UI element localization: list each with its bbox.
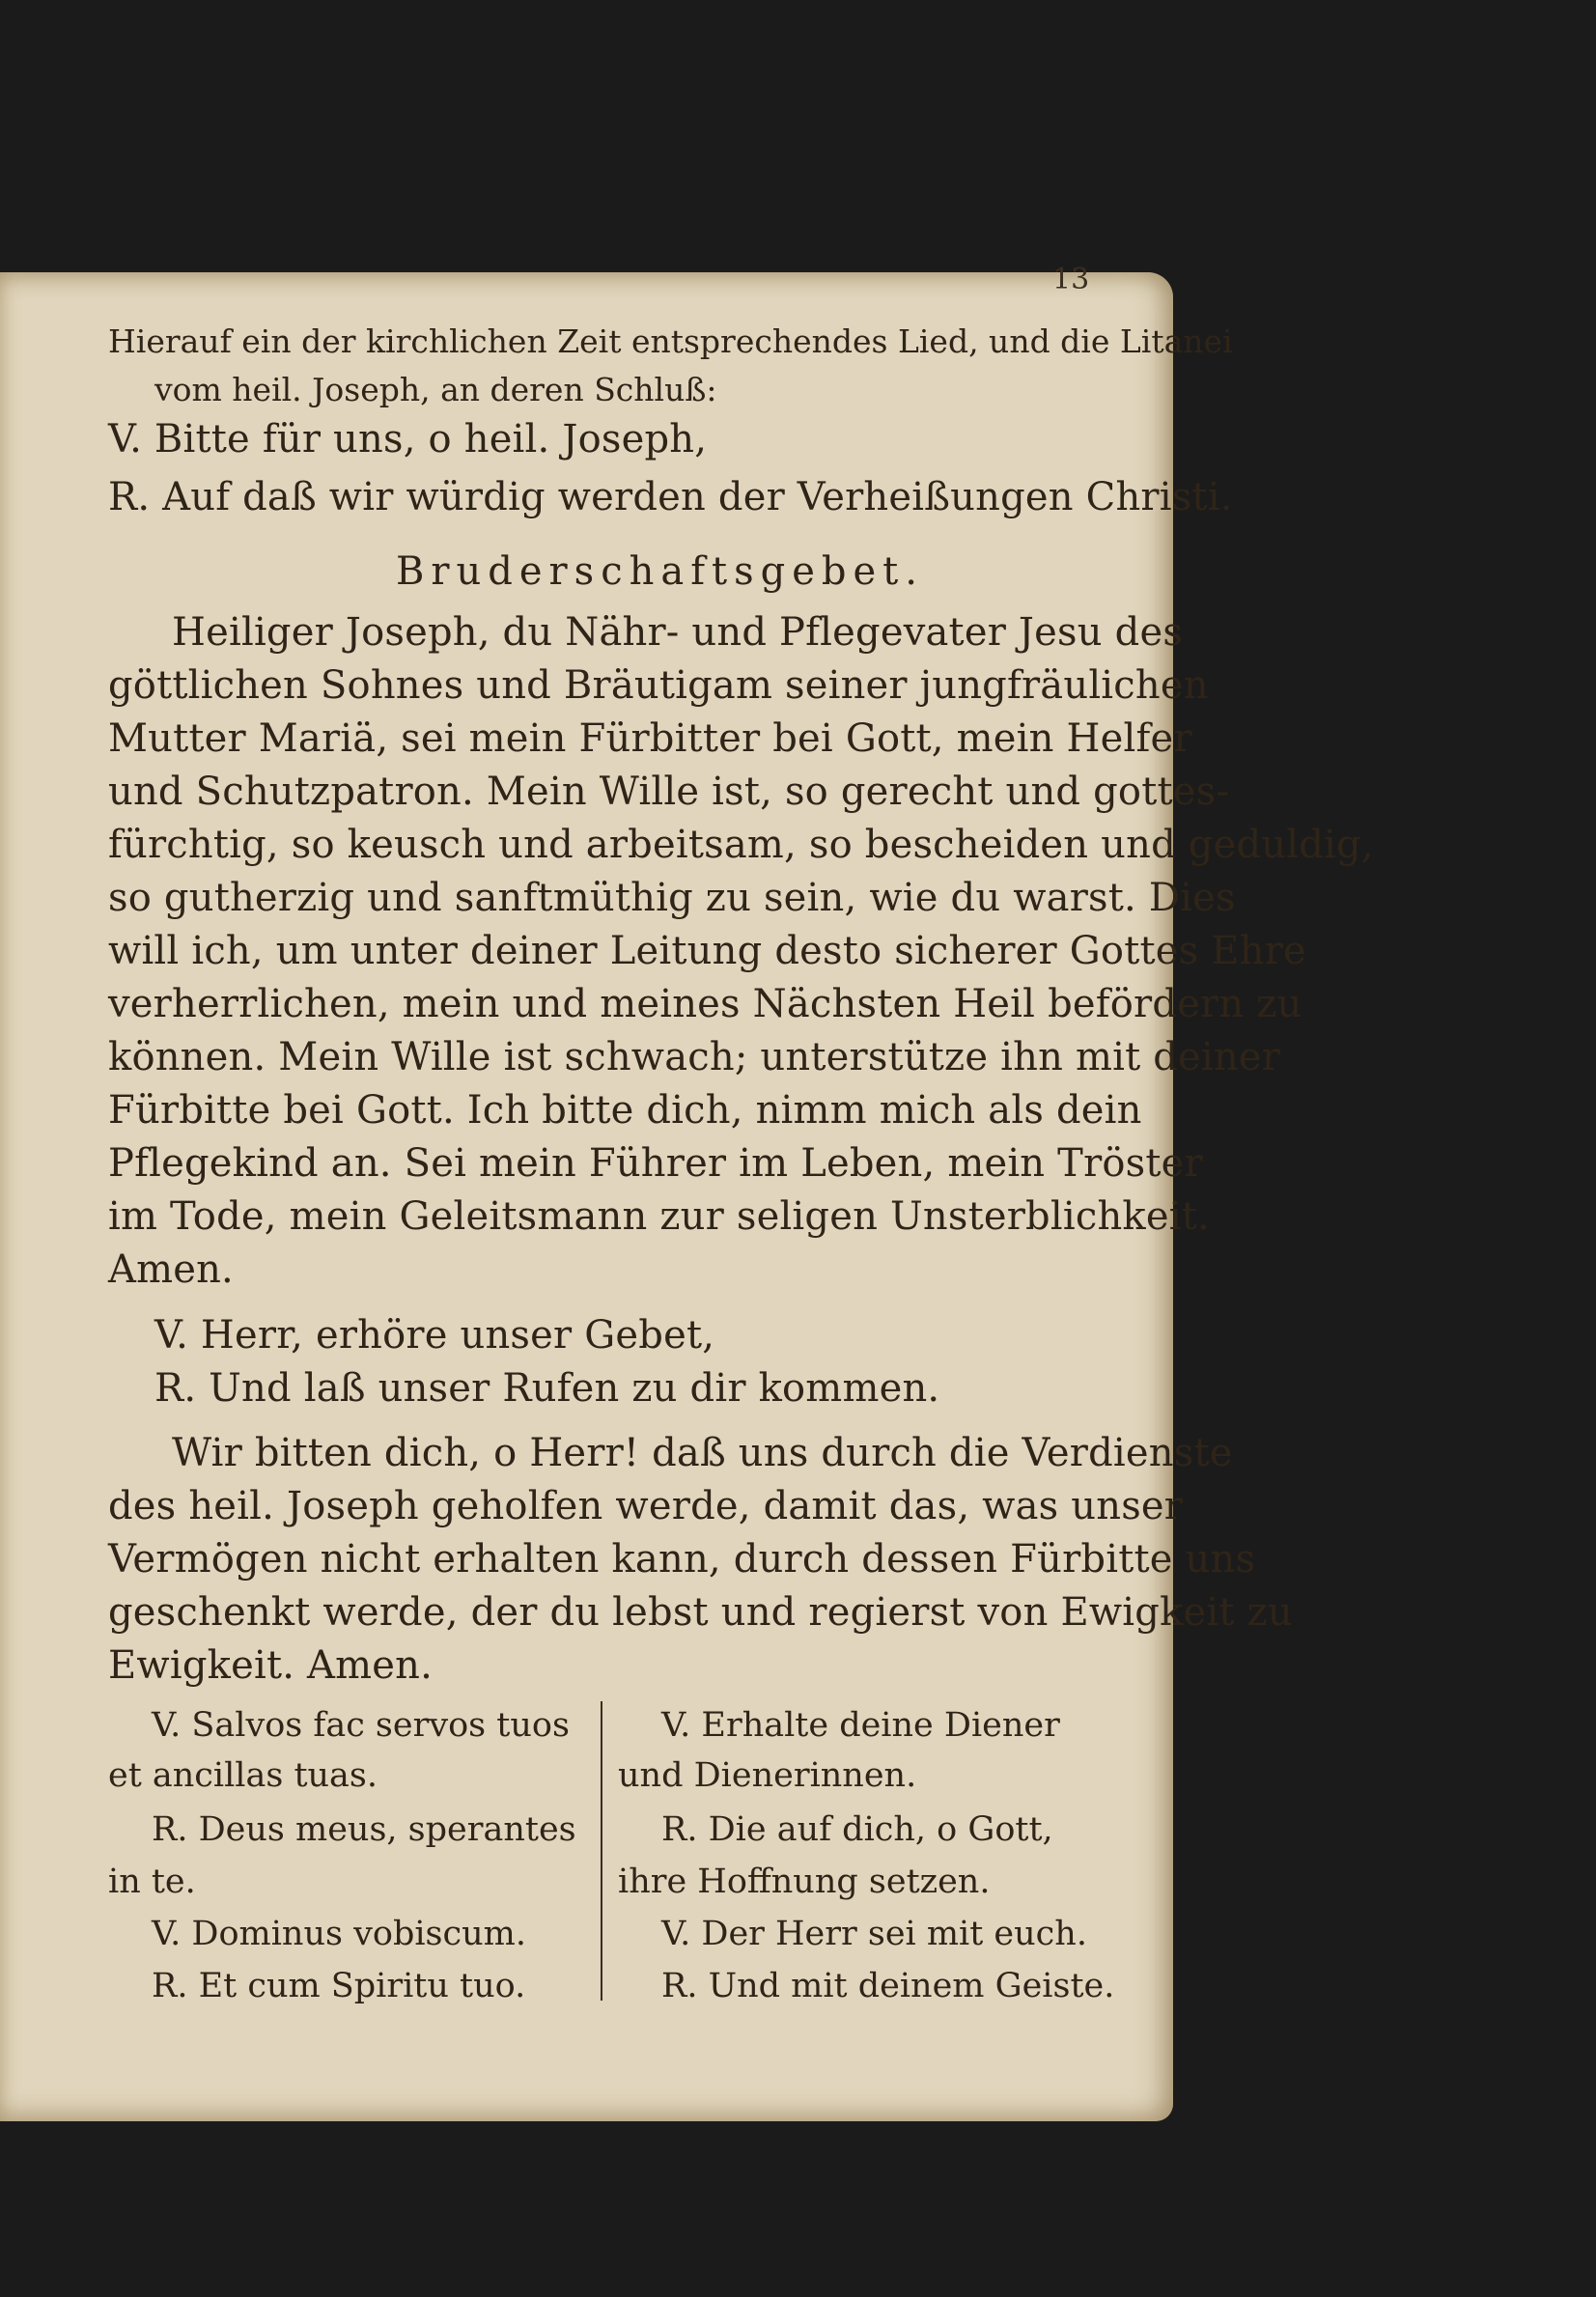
prayer-line: im Tode, mein Geleitsmann zur seligen Unsterblichkeit. (108, 1194, 1210, 1239)
closing-line: Ewigkeit. Amen. (108, 1643, 434, 1688)
latin-line: in te. (108, 1863, 196, 1901)
bilingual-responses (108, 1706, 1115, 2015)
german-line: und Dienerinnen. (618, 1756, 917, 1795)
latin-line: V. Salvos fac servos tuos (152, 1706, 570, 1745)
german-line: R. Und mit deinem Geiste. (661, 1967, 1115, 2005)
versicle-line: V. Bitte für uns, o heil. Joseph, (108, 417, 708, 462)
prayer-line: verherrlichen, mein und meines Nächsten Heil befördern zu (108, 982, 1302, 1026)
column-divider (601, 1701, 602, 2001)
prayer-line: Amen. (108, 1247, 234, 1292)
latin-line: et ancillas tuas. (108, 1756, 378, 1795)
prayer-line: göttlichen Sohnes und Bräutigam seiner jungfräulichen (108, 663, 1209, 708)
prayer-line: und Schutzpatron. Mein Wille ist, so gerecht und gottes- (108, 770, 1230, 814)
latin-line: V. Dominus vobiscum. (152, 1915, 526, 1953)
prayer-title: Bruderschaftsgebet. (396, 549, 924, 594)
closing-line: Wir bitten dich, o Herr! daß uns durch die Verdienste (172, 1431, 1233, 1475)
german-line: V. Der Herr sei mit euch. (661, 1915, 1087, 1953)
prayer-line: Pflegekind an. Sei mein Führer im Leben, mein Tröster (108, 1141, 1203, 1186)
prayer-line: Fürbitte bei Gott. Ich bitte dich, nimm mich als dein (108, 1088, 1142, 1133)
german-line: R. Die auf dich, o Gott, (661, 1810, 1053, 1849)
closing-line: geschenkt werde, der du lebst und regierst von Ewigkeit zu (108, 1590, 1293, 1635)
closing-line: des heil. Joseph geholfen werde, damit das, was unser (108, 1484, 1184, 1528)
response-line: R. Auf daß wir würdig werden der Verheißungen Christi. (108, 475, 1233, 519)
prayer-line: können. Mein Wille ist schwach; unterstütze ihn mit deiner (108, 1035, 1281, 1079)
prayer-line: so gutherzig und sanftmüthig zu sein, wie du warst. Dies (108, 876, 1236, 920)
intro-line: Hierauf ein der kirchlichen Zeit entsprechendes Lied, und die Litanei (108, 322, 1233, 360)
prayer-line: Mutter Mariä, sei mein Fürbitter bei Gott, mein Helfer (108, 716, 1192, 761)
page-number: 13 (1052, 263, 1090, 296)
book-page (0, 263, 1374, 2121)
german-line: V. Erhalte deine Diener (661, 1706, 1060, 1745)
german-line: ihre Hoffnung setzen. (618, 1863, 991, 1901)
intro-line: vom heil. Joseph, an deren Schluß: (154, 371, 717, 408)
prayer-line: will ich, um unter deiner Leitung desto sicherer Gottes Ehre (108, 929, 1306, 973)
response-line: R. Und laß unser Rufen zu dir kommen. (154, 1366, 940, 1411)
latin-line: R. Deus meus, sperantes (152, 1810, 576, 1849)
closing-line: Vermögen nicht erhalten kann, durch dessen Fürbitte uns (108, 1537, 1256, 1582)
prayer-line: fürchtig, so keusch und arbeitsam, so bescheiden und geduldig, (108, 823, 1374, 867)
latin-line: R. Et cum Spiritu tuo. (152, 1967, 526, 2005)
prayer-line: Heiliger Joseph, du Nähr- und Pflegevater Jesu des (172, 610, 1184, 655)
versicle-line: V. Herr, erhöre unser Gebet, (154, 1313, 715, 1358)
